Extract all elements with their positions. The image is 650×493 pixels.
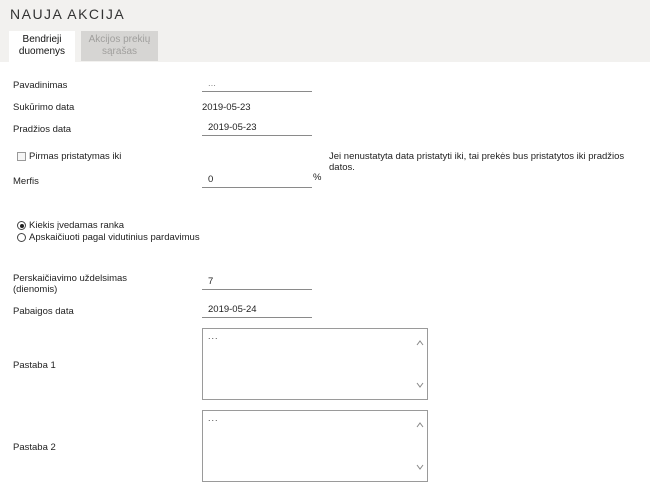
name-input[interactable]: ... <box>202 76 312 92</box>
scroll-down-chevron-icon[interactable] <box>416 381 424 389</box>
end-date-input[interactable]: 2019-05-24 <box>202 302 312 318</box>
recalc-delay-label-line2: (dienomis) <box>13 284 58 295</box>
scroll-up-chevron-icon[interactable] <box>416 421 424 429</box>
recalc-delay-input[interactable]: 7 <box>202 274 312 290</box>
merfis-label: Merfis <box>13 176 39 187</box>
page-title: NAUJA AKCIJA <box>10 6 126 22</box>
recalc-delay-label-line1: Perskaičiavimo uždelsimas <box>13 273 128 284</box>
note2-placeholder: ... <box>208 413 219 423</box>
quantity-manual-label: Kiekis įvedamas ranka <box>29 220 125 231</box>
first-delivery-label: Pirmas pristatymas iki <box>29 151 122 162</box>
quantity-average-label: Apskaičiuoti pagal vidutinius pardavimus <box>29 232 200 243</box>
start-date-label: Pradžios data <box>13 124 72 135</box>
note2-scrollbar[interactable] <box>413 411 427 481</box>
tab-general-data-line2: duomenys <box>18 46 66 57</box>
merfis-unit: % <box>313 172 322 183</box>
end-date-label: Pabaigos data <box>13 306 74 317</box>
note2-label: Pastaba 2 <box>13 442 56 453</box>
merfis-input[interactable]: 0 <box>202 172 312 188</box>
quantity-average-radio[interactable] <box>17 233 26 242</box>
start-date-input[interactable]: 2019-05-23 <box>202 120 312 136</box>
note1-label: Pastaba 1 <box>13 360 56 371</box>
note2-textarea[interactable] <box>202 410 428 482</box>
name-label: Pavadinimas <box>13 80 68 91</box>
tab-product-list-line1: Akcijos prekių <box>88 34 151 45</box>
note1-scrollbar[interactable] <box>413 329 427 399</box>
first-delivery-checkbox[interactable] <box>17 152 26 161</box>
note1-placeholder: ... <box>208 331 219 341</box>
created-date-label: Sukūrimo data <box>13 102 75 113</box>
tab-product-list-line2: sąrašas <box>101 46 137 57</box>
tab-product-list[interactable] <box>81 31 158 61</box>
recalc-delay-label <box>13 273 127 295</box>
scroll-up-chevron-icon[interactable] <box>416 339 424 347</box>
first-delivery-hint: Jei nenustatyta data pristatyti iki, tai prekės bus pristatytos iki pradžios datos. <box>329 151 625 173</box>
tab-general-data-line1: Bendrieji <box>22 34 62 45</box>
note1-textarea[interactable] <box>202 328 428 400</box>
tab-general-data[interactable] <box>9 31 75 62</box>
created-date-value: 2019-05-23 <box>202 102 251 113</box>
quantity-manual-radio[interactable] <box>17 221 26 230</box>
scroll-down-chevron-icon[interactable] <box>416 463 424 471</box>
page-header <box>0 0 650 62</box>
